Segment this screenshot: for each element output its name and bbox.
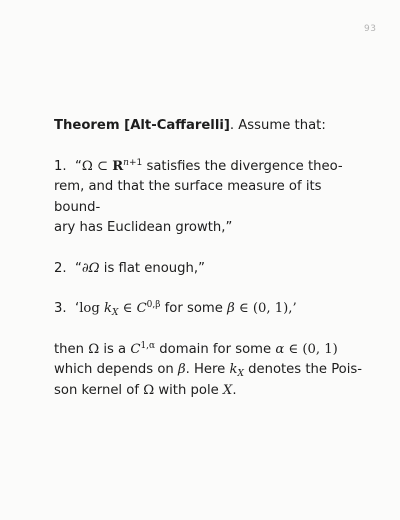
hypothesis-1-number: 1. bbox=[54, 158, 67, 174]
conclusion-line-3a: son kernel of bbox=[54, 382, 144, 398]
dimension-exponent bbox=[123, 158, 142, 168]
conclusion-then: then bbox=[54, 341, 89, 357]
element-of: ∈ bbox=[118, 301, 137, 316]
beta-symbol: β bbox=[227, 301, 235, 316]
real-numbers-symbol: R bbox=[112, 158, 124, 174]
holder-space-C: C bbox=[130, 341, 141, 357]
open-quote: “ bbox=[74, 260, 82, 276]
hypothesis-3-number: 3. bbox=[54, 301, 67, 316]
holder-space-C: C bbox=[136, 301, 147, 316]
poisson-kernel-k: k bbox=[103, 301, 112, 316]
holder-exponent: 0,β bbox=[146, 300, 161, 310]
theorem-title: Theorem [Alt-Caffarelli] bbox=[54, 118, 230, 133]
boundary-omega: ∂Ω bbox=[81, 260, 100, 276]
omega-symbol: Ω bbox=[81, 158, 93, 174]
hypothesis-3-text-a: for some bbox=[160, 301, 228, 316]
interval: ∈ (0, 1),’ bbox=[234, 301, 297, 316]
hypothesis-2-text: is flat enough,” bbox=[99, 260, 205, 276]
poisson-kernel-k: k bbox=[229, 362, 238, 377]
hypothesis-1-line-3: ary has Euclidean growth,” bbox=[54, 220, 233, 235]
open-quote: “ bbox=[74, 158, 82, 174]
conclusion-line-2a: which depends on bbox=[54, 362, 178, 377]
holder-exponent: 1,α bbox=[140, 340, 156, 351]
alpha-interval: ∈ (0, 1) bbox=[284, 341, 338, 357]
exponent-n: n bbox=[123, 157, 129, 168]
alpha-symbol: α bbox=[275, 341, 285, 357]
theorem-heading bbox=[54, 116, 364, 137]
conclusion-period: . bbox=[232, 382, 237, 398]
pole-subscript: X bbox=[111, 308, 119, 318]
hypothesis-2-number: 2. bbox=[54, 260, 67, 276]
conclusion-line-3b: with pole bbox=[154, 382, 223, 398]
omega-symbol: Ω bbox=[143, 382, 155, 398]
hypothesis-2 bbox=[54, 259, 364, 280]
conclusion-is-a: is a bbox=[99, 341, 131, 357]
conclusion bbox=[54, 340, 364, 402]
hypothesis-3 bbox=[54, 299, 364, 320]
pole-subscript: X bbox=[237, 369, 244, 379]
pole-X: X bbox=[222, 382, 233, 398]
hypothesis-1-line-2: rem, and that the surface measure of its bound- bbox=[54, 179, 322, 215]
open-quote: ‘ bbox=[74, 301, 80, 316]
subset-symbol: ⊂ bbox=[92, 158, 113, 174]
hypothesis-1 bbox=[54, 157, 364, 239]
omega-symbol: Ω bbox=[88, 341, 100, 357]
beta-symbol: β bbox=[178, 362, 186, 377]
page-number: 93 bbox=[364, 24, 377, 34]
theorem-block bbox=[54, 116, 364, 401]
conclusion-domain-text: domain for some bbox=[155, 341, 276, 357]
log-operator: log bbox=[79, 301, 104, 316]
conclusion-line-2c: denotes the Pois- bbox=[243, 362, 363, 377]
hypothesis-1-text-a: satisfies the divergence theo- bbox=[142, 158, 343, 174]
exponent-plus-one: +1 bbox=[128, 157, 143, 168]
conclusion-line-2b: . Here bbox=[185, 362, 230, 377]
theorem-intro: . Assume that: bbox=[229, 118, 326, 133]
